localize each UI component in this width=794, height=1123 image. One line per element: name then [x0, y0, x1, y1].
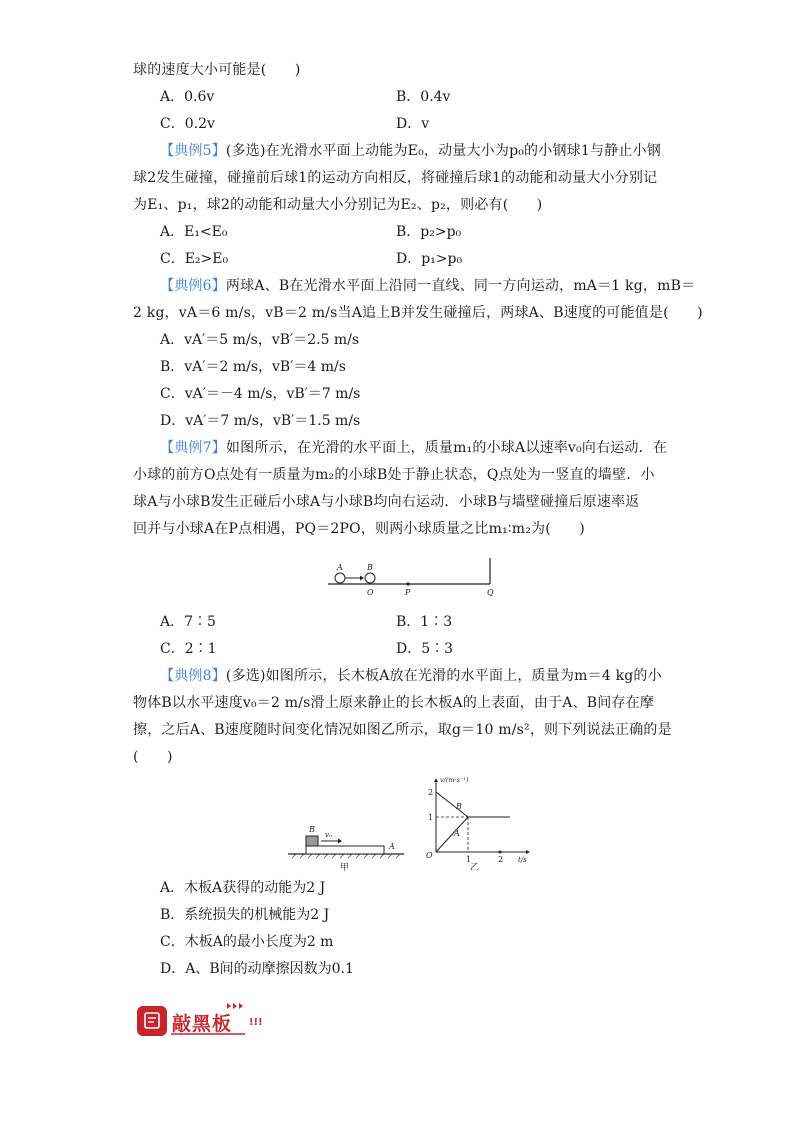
q8-origin: O	[426, 851, 433, 860]
knock-blackboard-logo	[137, 1003, 265, 1041]
q8-curve-label-a: A	[454, 829, 460, 838]
q7-line1: 【典例7】如图所示，在光滑的水平面上，质量m₁的小球A以速率v₀向右运动．在	[160, 440, 668, 456]
q8-label-b: B	[309, 825, 315, 834]
logo-text: 敲黑板	[172, 1013, 233, 1035]
q6-option-d: D．vA′＝7 m/s，vB′＝1.5 m/s	[160, 413, 361, 429]
q7-point-p	[406, 582, 409, 585]
q7-line3: 球A与小球B发生正碰后小球A与小球B均向右运动．小球B与墙壁碰撞后原速率返	[133, 494, 640, 510]
q8-label-v0: v₀	[325, 831, 332, 839]
q7-label-q: Q	[487, 588, 494, 597]
q6-line2: 2 kg，vA＝6 m/s，vB＝2 m/s当A追上B并发生碰撞后，两球A、B速度的可能值是( )	[133, 305, 703, 321]
q8-caption-jia: 甲	[340, 863, 350, 872]
q8-block-b	[306, 836, 318, 846]
q8-tick-x2: 2	[498, 855, 504, 864]
q4-option-c: C．0.2v	[160, 116, 215, 132]
q5-line3: 为E₁、p₁，球2的动能和动量大小分别记为E₂、p₂，则必有( )	[133, 197, 543, 213]
q4-stem: 球的速度大小可能是( )	[133, 62, 301, 78]
q7-label-b: B	[367, 563, 373, 572]
q8-tick-y2: 2	[428, 788, 434, 797]
q8-v0-arrow-head	[338, 839, 342, 844]
q8-caption-yi: 乙	[470, 863, 480, 870]
q4-option-b: B．0.4v	[396, 89, 451, 105]
q8-option-c: C．木板A的最小长度为2 m	[160, 934, 334, 950]
q8-line3: 擦，之后A、B速度随时间变化情况如图乙所示，取g＝10 m/s²，则下列说法正确的是	[133, 722, 672, 738]
q5-line1: 【典例5】(多选)在光滑水平面上动能为E₀，动量大小为p₀的小钢球1与静止小钢	[160, 143, 661, 159]
q8-label-a: A	[389, 842, 395, 851]
logo-exclaim: !!!	[249, 1017, 263, 1028]
q5-option-c: C．E₂>E₀	[160, 251, 229, 267]
q8-line-a	[436, 817, 468, 852]
q8-line4: ( )	[133, 749, 173, 765]
q7-option-c: C．2∶1	[160, 641, 217, 657]
q7-figure	[322, 558, 502, 600]
q7-label-a: A	[337, 563, 343, 572]
q6-option-c: C．vA′＝－4 m/s，vB′＝7 m/s	[160, 386, 361, 402]
q8-v-axis-arrow	[434, 778, 438, 782]
q4-option-a: A．0.6v	[160, 89, 215, 105]
q7-label-o: O	[367, 588, 374, 597]
notepad-icon	[137, 1006, 167, 1036]
q7-option-d: D．5∶3	[396, 641, 454, 657]
q7-line4: 回并与小球A在P点相遇，PQ＝2PO，则两小球质量之比m₁∶m₂为( )	[133, 521, 585, 537]
q8-tick-dot	[499, 851, 502, 854]
q6-line1: 【典例6】两球A、B在光滑水平面上沿同一直线、同一方向运动，mA＝1 kg，mB＝	[160, 278, 696, 294]
q8-option-d: D．A、B间的动摩擦因数为0.1	[160, 961, 354, 977]
q7-label-p: P	[405, 588, 411, 597]
q7-option-b: B．1∶3	[396, 614, 453, 630]
q5-option-a: A．E₁<E₀	[160, 224, 228, 240]
q4-option-d: D．v	[396, 116, 430, 132]
q5-option-b: B．p₂>p₀	[396, 224, 462, 240]
q5-option-d: D．p₁>p₀	[396, 251, 463, 267]
q7-ball-a	[335, 573, 345, 583]
q8-yaxis-label: v/(m·s⁻¹)	[440, 776, 469, 784]
q8-board-a	[306, 846, 384, 854]
q8-figure-jia	[286, 820, 406, 872]
q8-line2: 物体B以水平速度v₀＝2 m/s滑上原来静止的长木板A的上表面，由于A、B间存在摩	[133, 695, 655, 711]
q6-option-a: A．vA′＝5 m/s，vB′＝2.5 m/s	[160, 332, 360, 348]
q5-line2: 球2发生碰撞，碰撞前后球1的运动方向相反，将碰撞后球1的动能和动量大小分别记	[133, 170, 658, 186]
q5-tag: 【典例5】	[160, 143, 226, 159]
q8-tag: 【典例8】	[160, 668, 226, 684]
q8-line-b	[436, 792, 468, 817]
q8-curve-label-b: B	[456, 802, 462, 811]
q8-figure-yi	[420, 774, 538, 870]
q7-tag: 【典例7】	[160, 440, 226, 456]
q8-tick-x1: 1	[466, 855, 472, 864]
q6-tag: 【典例6】	[160, 278, 226, 294]
q8-line1: 【典例8】(多选)如图所示，长木板A放在光滑的水平面上，质量为m＝4 kg的小	[160, 668, 662, 684]
q7-option-a: A．7∶5	[160, 614, 216, 630]
q6-option-b: B．vA′＝2 m/s，vB′＝4 m/s	[160, 359, 346, 375]
q8-xaxis-label: t/s	[518, 856, 527, 864]
q8-option-b: B．系统损失的机械能为2 J	[160, 907, 330, 923]
q7-arrow-head	[360, 576, 364, 581]
q8-option-a: A．木板A获得的动能为2 J	[160, 880, 326, 896]
q8-tick-y1: 1	[428, 813, 434, 822]
q7-ball-b	[365, 573, 375, 583]
q7-line2: 小球的前方O点处有一质量为m₂的小球B处于静止状态，Q点处为一竖直的墙壁．小	[133, 467, 655, 483]
q8-t-axis-arrow	[526, 850, 530, 854]
